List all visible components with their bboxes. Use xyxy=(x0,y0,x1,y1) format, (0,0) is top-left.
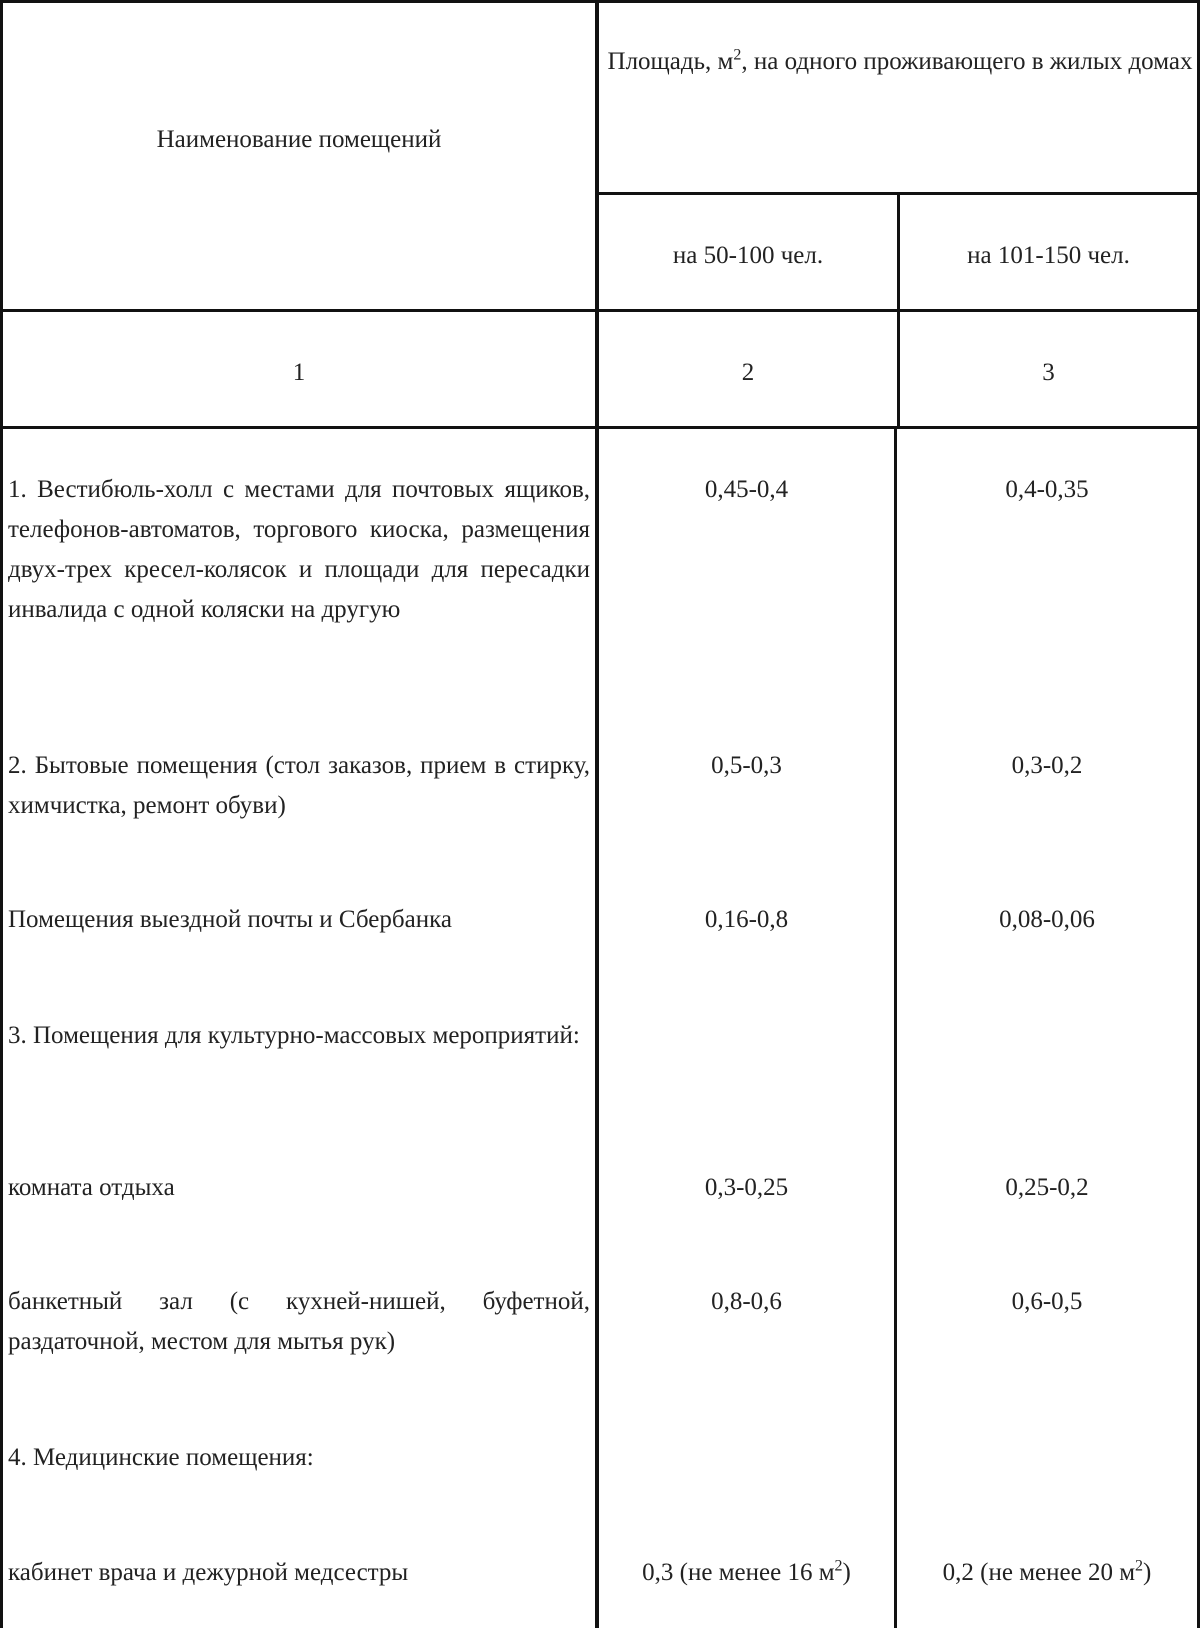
room-name-vestibule: 1. Вестибюль-холл с местами для почтовых ящиков, телефонов-автоматов, торгового киоска, размещения двух-трех кресел-колясок и площади для пересадки инвалида с одной коляски на другую xyxy=(8,476,590,623)
column-number-1: 1 xyxy=(292,359,306,386)
column-group-title-area xyxy=(604,42,1196,82)
value-banquet-hall-101-150: 0,6-0,5 xyxy=(1011,1288,1083,1315)
column-number-2: 2 xyxy=(741,359,755,386)
value-doctor-office-101-150 xyxy=(897,1553,1197,1593)
room-name-cultural: 3. Помещения для культурно-массовых мероприятий: xyxy=(8,1022,580,1049)
column-title-room-name: Наименование помещений xyxy=(156,126,442,153)
value-doctor-office-50-100-close: ) xyxy=(842,1559,851,1586)
room-name-banquet-hall: банкетный зал (с кухней-нишей, буфетной, раздаточной, местом для мытья рук) xyxy=(8,1288,590,1355)
column-divider-2-body xyxy=(894,428,897,1628)
table-border-top xyxy=(0,0,1200,3)
area-unit-superscript: 2 xyxy=(733,46,742,64)
room-name-rest-room: комната отдыха xyxy=(8,1174,175,1201)
room-name-household: 2. Бытовые помещения (стол заказов, прием в стирку, химчистка, ремонт обуви) xyxy=(8,752,590,819)
value-post-bank-101-150: 0,08-0,06 xyxy=(999,906,1095,933)
room-name-doctor-office: кабинет врача и дежурной медсестры xyxy=(8,1559,409,1586)
value-doctor-office-101-150-superscript: 2 xyxy=(1135,1557,1144,1575)
room-name-medical: 4. Медицинские помещения: xyxy=(8,1444,314,1471)
room-name-post-bank: Помещения выездной почты и Сбербанка xyxy=(8,906,452,933)
area-title-text: Площадь, м xyxy=(607,48,734,75)
number-row-bottom-divider xyxy=(0,426,1200,429)
value-vestibule-50-100: 0,45-0,4 xyxy=(704,476,789,503)
value-doctor-office-101-150-close: ) xyxy=(1143,1559,1152,1586)
group-header-divider xyxy=(597,192,1200,195)
column-title-101-150: на 101-150 чел. xyxy=(967,242,1130,269)
value-rest-room-101-150: 0,25-0,2 xyxy=(1005,1174,1089,1201)
value-vestibule-101-150: 0,4-0,35 xyxy=(1005,476,1089,503)
header-bottom-divider xyxy=(0,309,1200,312)
value-doctor-office-50-100-superscript: 2 xyxy=(834,1557,843,1575)
value-rest-room-50-100: 0,3-0,25 xyxy=(704,1174,789,1201)
column-number-3: 3 xyxy=(1042,359,1055,386)
table-border-left xyxy=(0,0,3,1628)
value-banquet-hall-50-100: 0,8-0,6 xyxy=(711,1288,782,1315)
value-doctor-office-101-150-text: 0,2 (не менее 20 м xyxy=(942,1559,1136,1586)
value-doctor-office-50-100 xyxy=(599,1553,894,1593)
value-post-bank-50-100: 0,16-0,8 xyxy=(704,906,789,933)
value-doctor-office-50-100-text: 0,3 (не менее 16 м xyxy=(642,1559,835,1586)
area-title-rest: , на одного проживающего в жилых домах xyxy=(741,48,1193,75)
value-household-101-150: 0,3-0,2 xyxy=(1011,752,1083,779)
value-household-50-100: 0,5-0,3 xyxy=(711,752,782,779)
column-title-50-100: на 50-100 чел. xyxy=(672,242,824,269)
